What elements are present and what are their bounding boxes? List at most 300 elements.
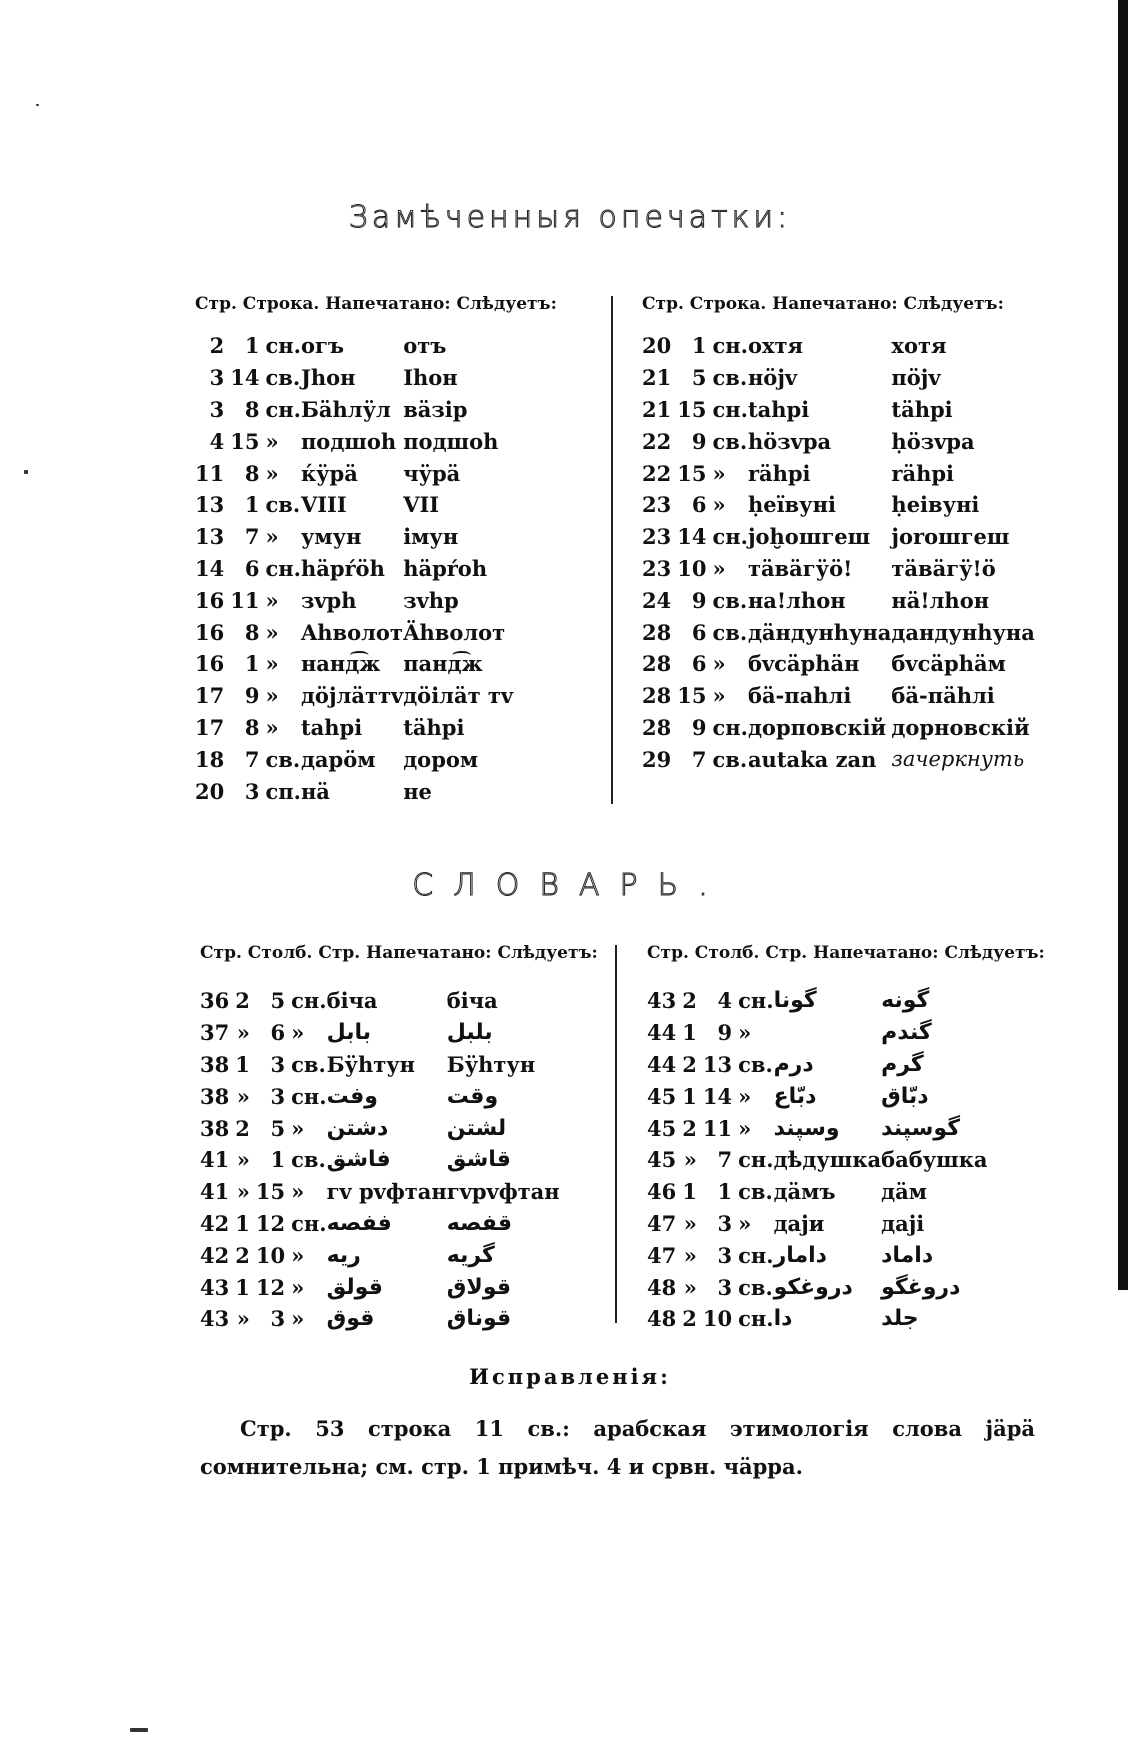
table-cell: 15 <box>677 683 707 709</box>
table-row <box>195 712 513 744</box>
table-cell: св. <box>712 587 748 613</box>
table-cell: Бӱhтун <box>326 1051 416 1077</box>
table-cell: autaka zan <box>747 746 877 772</box>
table-cell: Бähлӱл <box>300 396 391 422</box>
table-cell: قاشق <box>446 1147 511 1173</box>
table-cell: 9 <box>691 587 707 613</box>
table-cell: 14 <box>677 524 707 550</box>
table-cell: сн. <box>712 396 748 422</box>
table-cell: 15 <box>677 460 707 486</box>
table-cell: 9 <box>244 683 260 709</box>
table-cell: 23 <box>642 555 672 581</box>
table-cell: 3 <box>270 1051 286 1077</box>
table-cell: бä-паhлi <box>747 683 852 709</box>
table-cell: 38 <box>200 1051 230 1077</box>
table-cell: св. <box>712 746 748 772</box>
table-cell: Ahволот <box>300 619 403 645</box>
table-cell: 3 <box>717 1242 733 1268</box>
table-cell: біча <box>446 988 498 1014</box>
table-cell: сн. <box>738 1306 774 1332</box>
table-row <box>647 1112 988 1144</box>
table-row <box>647 1208 988 1240</box>
table-cell: бабушка <box>881 1147 988 1173</box>
table-cell: панд͡ж <box>403 651 483 677</box>
table-row <box>647 1176 988 1208</box>
table-row <box>642 648 1035 680</box>
table-row <box>200 1017 560 1049</box>
table-cell: » <box>712 683 726 709</box>
table-row <box>200 1144 560 1176</box>
table-cell: 20 <box>642 333 672 359</box>
table-cell: 20 <box>195 778 225 804</box>
table-cell: گوسپند <box>881 1115 960 1141</box>
errata-divider <box>611 296 613 804</box>
table-cell: подшоh <box>300 428 397 454</box>
table-row <box>200 1208 560 1240</box>
table-cell: درم <box>773 1051 814 1077</box>
table-cell: 3 <box>270 1083 286 1109</box>
table-cell: ќӱрä <box>300 460 358 486</box>
table-cell: 7 <box>691 746 707 772</box>
errata-left-header: Стр. Строка. Напечатано: Слѣдуетъ: <box>195 294 557 314</box>
table-row <box>647 1017 988 1049</box>
speck <box>24 470 28 474</box>
table-cell: дäмъ <box>773 1179 836 1205</box>
table-cell: 24 <box>642 587 672 613</box>
table-cell: сн. <box>738 1242 774 1268</box>
table-row <box>642 743 1035 775</box>
table-row <box>195 616 513 648</box>
table-cell: бä-пähлi <box>891 683 995 709</box>
table-cell: فاشق <box>326 1147 391 1173</box>
table-cell: گرم <box>881 1051 924 1077</box>
table-cell: 41 <box>200 1147 230 1173</box>
table-cell: دامار <box>773 1242 827 1268</box>
table-cell: 8 <box>244 619 260 645</box>
table-cell: ḥöзvpa <box>891 428 975 454</box>
table-cell: сн. <box>291 1083 327 1109</box>
table-cell: 1 <box>682 1083 697 1109</box>
table-cell: 3 <box>209 396 225 422</box>
table-cell: тäвäгӱö! <box>747 555 853 581</box>
table-cell: 37 <box>200 1020 230 1046</box>
table-cell: » <box>265 524 279 550</box>
table-cell: 28 <box>642 714 672 740</box>
table-row <box>195 330 513 362</box>
table-cell: дорповскій <box>747 714 887 740</box>
table-cell: 23 <box>642 524 672 550</box>
table-cell: сн. <box>265 396 301 422</box>
table-row <box>647 985 988 1017</box>
table-cell: на!лhон <box>747 587 846 613</box>
table-row <box>647 1080 988 1112</box>
table-row <box>642 616 1035 648</box>
table-cell: нä!лhoн <box>891 587 990 613</box>
table-cell: » <box>683 1242 697 1268</box>
table-cell: сн. <box>738 988 774 1014</box>
table-cell: 1 <box>682 1179 697 1205</box>
table-cell: 46 <box>647 1179 677 1205</box>
table-cell: 1 <box>235 1051 250 1077</box>
table-cell: 17 <box>195 683 225 709</box>
table-cell: 3 <box>209 365 225 391</box>
table-cell: 1 <box>682 1020 697 1046</box>
table-row <box>195 553 513 585</box>
table-cell: گریه <box>446 1242 495 1268</box>
table-cell: 8 <box>244 396 260 422</box>
table-cell: тäвäгӱ!ö <box>891 555 996 581</box>
table-cell: даjи <box>773 1210 825 1236</box>
table-cell: 5 <box>270 988 286 1014</box>
table-cell: гvрvфтан <box>446 1179 560 1205</box>
table-cell: 3 <box>717 1274 733 1300</box>
table-cell: 1 <box>244 651 260 677</box>
table-cell: » <box>291 1115 305 1141</box>
table-cell: 2 <box>235 1242 250 1268</box>
table-cell: » <box>236 1020 250 1046</box>
table-cell: » <box>738 1210 752 1236</box>
table-cell: 22 <box>642 460 672 486</box>
table-cell: » <box>683 1147 697 1173</box>
table-row <box>642 362 1035 394</box>
table-cell: » <box>236 1147 250 1173</box>
table-row <box>195 362 513 394</box>
table-cell: 16 <box>195 587 225 613</box>
table-cell: охтя <box>747 333 803 359</box>
table-cell: tahpi <box>747 396 810 422</box>
table-row <box>195 680 513 712</box>
table-row <box>642 584 1035 616</box>
table-cell: нанд͡ж <box>300 651 381 677</box>
table-cell: » <box>738 1083 752 1109</box>
table-cell: дандунhуна <box>891 619 1035 645</box>
table-cell: 45 <box>647 1147 677 1173</box>
table-cell: 11 <box>195 460 225 486</box>
table-cell: 29 <box>642 746 672 772</box>
table-cell: » <box>291 1179 305 1205</box>
table-cell: св. <box>291 1147 326 1173</box>
table-cell: 3 <box>270 1306 286 1332</box>
table-cell: 3 <box>717 1210 733 1236</box>
speck <box>130 1728 148 1732</box>
table-cell: подшоh <box>403 428 499 454</box>
table-cell: дорновскій <box>891 714 1030 740</box>
table-cell: 12 <box>255 1210 286 1236</box>
table-cell: دروغگو <box>881 1274 961 1300</box>
table-cell: » <box>265 460 279 486</box>
table-cell: 1 <box>691 333 707 359</box>
table-cell: св. <box>712 428 748 454</box>
table-cell: даjі <box>881 1210 925 1236</box>
table-cell: قوناق <box>446 1306 512 1332</box>
table-cell: 7 <box>244 746 260 772</box>
table-cell: пöjv <box>891 365 941 391</box>
errata-right-header: Стр. Строка. Напечатано: Слѣдуетъ: <box>642 294 1004 314</box>
table-cell: 15 <box>255 1179 286 1205</box>
table-cell: бvсäрhäм <box>891 651 1006 677</box>
table-cell: دشتن <box>326 1115 389 1141</box>
table-row <box>642 457 1035 489</box>
table-cell: імун <box>403 524 459 550</box>
table-cell: 14 <box>230 365 260 391</box>
table-row <box>200 1271 560 1303</box>
table-cell: не <box>403 778 432 804</box>
table-cell: 9 <box>691 714 707 740</box>
speck <box>36 104 39 106</box>
table-cell: jorошгеш <box>891 524 1010 550</box>
table-row <box>195 743 513 775</box>
table-row <box>647 1303 988 1335</box>
table-cell: сн. <box>265 555 301 581</box>
table-cell: ریه <box>326 1242 361 1268</box>
table-row <box>195 775 513 807</box>
table-row <box>195 584 513 616</box>
table-cell: » <box>265 428 279 454</box>
dictionary-title: СЛОВАРЬ. <box>412 868 728 903</box>
table-cell: 45 <box>647 1115 677 1141</box>
table-row <box>642 712 1035 744</box>
table-cell: 13 <box>195 492 225 518</box>
table-cell: » <box>291 1306 305 1332</box>
table-cell: » <box>683 1274 697 1300</box>
table-cell: дöjлäттv <box>300 683 404 709</box>
table-row <box>195 521 513 553</box>
table-cell: بابل <box>326 1020 371 1046</box>
table-cell: 43 <box>200 1306 230 1332</box>
table-cell: сн. <box>712 714 748 740</box>
table-cell: » <box>712 651 726 677</box>
table-cell: گندم <box>881 1020 932 1046</box>
table-cell: 9 <box>691 428 707 454</box>
table-cell: 2 <box>235 988 250 1014</box>
table-cell: 22 <box>642 428 672 454</box>
table-cell: Бӱhтун <box>446 1051 536 1077</box>
table-cell: rähpi <box>747 460 811 486</box>
table-cell: 21 <box>642 396 672 422</box>
table-cell: 7 <box>244 524 260 550</box>
table-row <box>642 394 1035 426</box>
table-cell: Ähволот <box>403 619 506 645</box>
table-cell: сн. <box>291 1210 327 1236</box>
table-cell: قفصه <box>446 1210 513 1236</box>
table-cell: зvhp <box>403 587 459 613</box>
table-cell: 16 <box>195 619 225 645</box>
table-cell: 2 <box>682 1306 697 1332</box>
table-cell: tahpi <box>300 714 363 740</box>
table-cell: умун <box>300 524 362 550</box>
dictionary-left-header: Стр. Столб. Стр. Напечатано: Слѣдуетъ: <box>200 943 598 963</box>
table-cell: 9 <box>717 1020 733 1046</box>
table-cell: 2 <box>682 1115 697 1141</box>
table-row <box>200 1080 560 1112</box>
table-cell: 1 <box>717 1179 733 1205</box>
corrections-text <box>200 1410 1035 1486</box>
table-cell: 2 <box>209 333 225 359</box>
table-cell: св. <box>265 365 301 391</box>
table-cell: 41 <box>200 1179 230 1205</box>
table-cell: » <box>265 714 279 740</box>
table-cell: 42 <box>200 1242 230 1268</box>
table-cell: сп. <box>265 778 301 804</box>
table-cell: بلبل <box>446 1020 493 1046</box>
table-row <box>195 648 513 680</box>
table-cell: وفت <box>326 1083 378 1109</box>
table-cell: » <box>236 1179 250 1205</box>
table-cell: 1 <box>235 1274 250 1300</box>
table-row <box>200 1049 560 1081</box>
table-cell: 28 <box>642 683 672 709</box>
table-cell: 23 <box>642 492 672 518</box>
table-cell: دبّاع <box>773 1083 817 1109</box>
table-row <box>200 1303 560 1335</box>
table-cell: 43 <box>647 988 677 1014</box>
table-cell: » <box>738 1020 752 1046</box>
table-cell: tähpi <box>891 396 953 422</box>
table-cell: 38 <box>200 1115 230 1141</box>
table-cell: 47 <box>647 1210 677 1236</box>
errata-right-table <box>642 330 1035 775</box>
page-edge-bar <box>1118 0 1128 1290</box>
table-cell: 15 <box>230 428 260 454</box>
table-cell: ḥeiвуні <box>891 492 980 518</box>
table-cell: 6 <box>691 619 707 645</box>
table-cell: 48 <box>647 1306 677 1332</box>
table-cell: св. <box>738 1274 773 1300</box>
table-cell: » <box>738 1115 752 1141</box>
corrections-text-body: Стр. 53 строка 11 св.: арабская этимологія слова jäpä сомнительна; см. стр. 1 примѣч. 4 и срвн. чäрра. <box>200 1416 1035 1479</box>
table-row <box>647 1049 988 1081</box>
table-cell: 48 <box>647 1274 677 1300</box>
table-cell: » <box>265 619 279 645</box>
table-cell: сн. <box>712 524 748 550</box>
table-cell: 38 <box>200 1083 230 1109</box>
table-cell: св. <box>265 492 301 518</box>
table-cell: جلد <box>881 1306 919 1332</box>
table-cell: » <box>712 460 726 486</box>
table-cell: » <box>291 1274 305 1300</box>
table-cell: 17 <box>195 714 225 740</box>
dictionary-right-header: Стр. Столб. Стр. Напечатано: Слѣдуетъ: <box>647 943 1045 963</box>
table-row <box>195 394 513 426</box>
table-cell: » <box>291 1242 305 1268</box>
table-cell: 1 <box>270 1147 286 1173</box>
table-cell: häpŕoh <box>403 555 488 581</box>
dictionary-divider <box>615 945 617 1323</box>
table-cell: дарöм <box>300 746 376 772</box>
table-cell: höзvpa <box>747 428 832 454</box>
table-cell: 8 <box>244 714 260 740</box>
table-cell: сн. <box>291 988 327 1014</box>
table-cell: 6 <box>270 1020 286 1046</box>
table-cell: 43 <box>200 1274 230 1300</box>
table-row <box>200 1112 560 1144</box>
table-cell: Ihoн <box>403 365 458 391</box>
table-cell: 7 <box>717 1147 733 1173</box>
table-cell: tähpi <box>403 714 465 740</box>
table-cell: گونا <box>773 988 817 1014</box>
table-cell: ففصه <box>326 1210 392 1236</box>
table-cell: сн. <box>265 333 301 359</box>
table-cell: 10 <box>255 1242 286 1268</box>
table-row <box>195 489 513 521</box>
table-cell: » <box>712 555 726 581</box>
table-cell: дäм <box>881 1179 927 1205</box>
table-cell <box>774 1017 882 1049</box>
table-cell: 2 <box>682 988 697 1014</box>
table-cell: 10 <box>702 1306 733 1332</box>
table-cell: св. <box>738 1051 773 1077</box>
table-cell: » <box>712 492 726 518</box>
table-cell: нä <box>300 778 330 804</box>
table-cell: св. <box>291 1051 326 1077</box>
table-cell: 16 <box>195 651 225 677</box>
table-cell: вäзір <box>403 396 468 422</box>
table-cell: ḥeïвуні <box>747 492 836 518</box>
table-cell: зvph <box>300 587 357 613</box>
table-row <box>200 1239 560 1271</box>
table-cell: وسپند <box>773 1115 840 1141</box>
table-cell: нöjv <box>747 365 798 391</box>
table-cell: 13 <box>702 1051 733 1077</box>
table-cell: گونه <box>881 988 930 1014</box>
table-row <box>647 1271 988 1303</box>
table-cell: 45 <box>647 1083 677 1109</box>
table-cell: » <box>265 587 279 613</box>
table-cell: VII <box>403 492 440 518</box>
table-row <box>195 457 513 489</box>
table-cell: біча <box>326 988 378 1014</box>
table-cell: 44 <box>647 1051 677 1077</box>
table-cell: огъ <box>300 333 344 359</box>
table-cell: дöiлäт тv <box>403 683 514 709</box>
table-cell: 8 <box>244 460 260 486</box>
table-cell: VIII <box>300 492 347 518</box>
errata-title: Замѣченныя опечатки: <box>348 200 792 235</box>
table-cell: 42 <box>200 1210 230 1236</box>
table-row <box>642 425 1035 457</box>
table-row <box>647 1144 988 1176</box>
table-cell: 47 <box>647 1242 677 1268</box>
table-cell: чӱрä <box>403 460 461 486</box>
table-cell: 1 <box>244 333 260 359</box>
table-cell: дäндунhуна <box>747 619 892 645</box>
table-cell: 11 <box>230 587 260 613</box>
table-cell: » <box>265 651 279 677</box>
table-cell: 12 <box>255 1274 286 1300</box>
table-cell: св. <box>712 365 748 391</box>
table-cell: св. <box>738 1179 773 1205</box>
table-cell: 14 <box>702 1083 733 1109</box>
table-cell: » <box>291 1020 305 1046</box>
table-cell: دروغكو <box>773 1274 853 1300</box>
table-cell: Jhoн <box>300 365 356 391</box>
table-cell: häpŕöh <box>300 555 385 581</box>
table-cell: 28 <box>642 619 672 645</box>
errata-left-table <box>195 330 513 807</box>
table-cell: гv рvфтан <box>326 1179 447 1205</box>
table-cell: отъ <box>403 333 447 359</box>
table-cell: 10 <box>677 555 707 581</box>
table-cell: joḫошгеш <box>747 524 871 550</box>
table-cell: لشتن <box>446 1115 507 1141</box>
table-cell: дѣдушка <box>773 1147 882 1173</box>
table-cell: 15 <box>677 396 707 422</box>
table-cell: 2 <box>682 1051 697 1077</box>
table-cell: 36 <box>200 988 230 1014</box>
table-cell: داماد <box>881 1242 934 1268</box>
table-row <box>642 521 1035 553</box>
table-cell: 28 <box>642 651 672 677</box>
